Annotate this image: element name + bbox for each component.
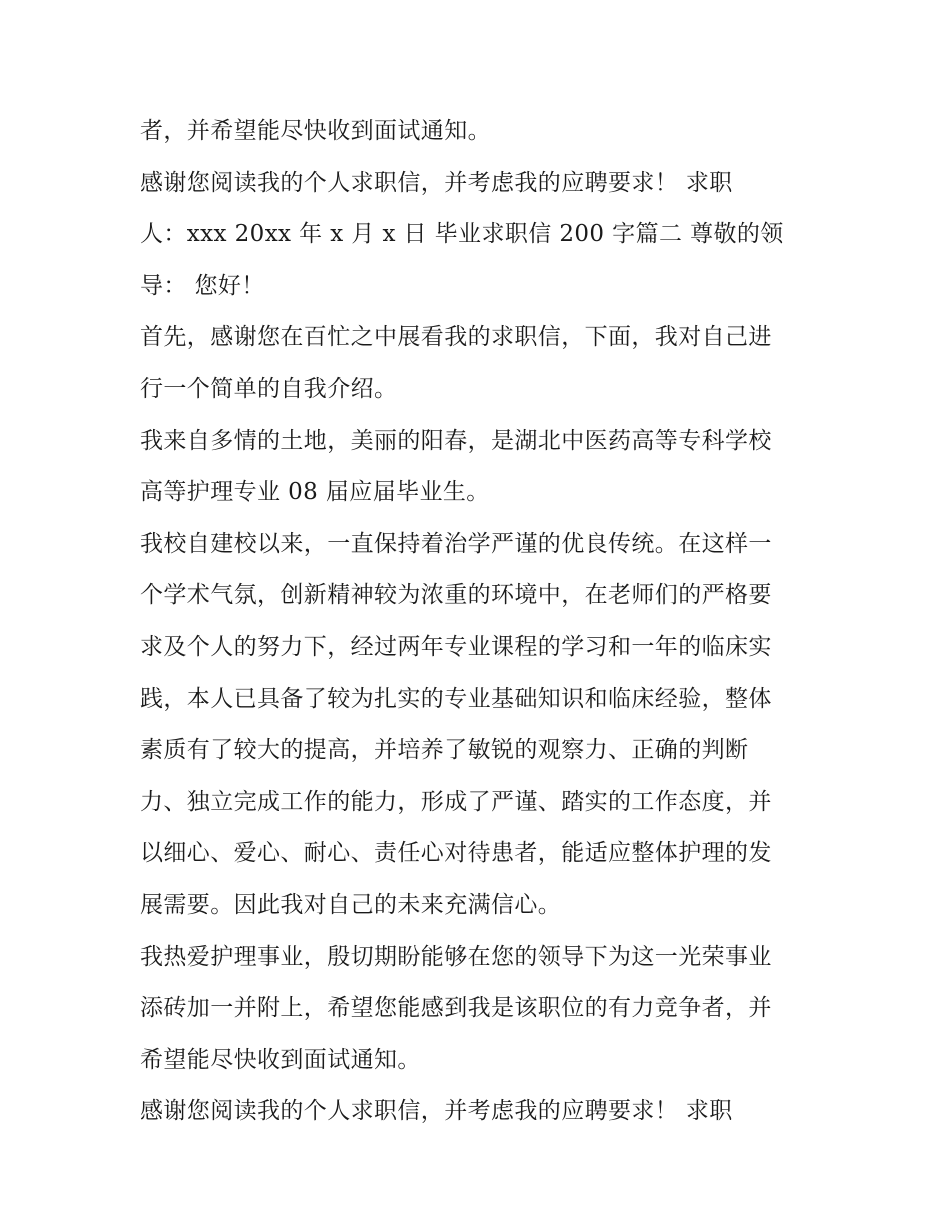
text-line: 素质有了较大的提高，并培养了敏锐的观察力、正确的判断 — [140, 737, 749, 764]
text-line: 人：xxx 20xx 年 x 月 x 日 毕业求职信 200 字篇二 尊敬的领 — [140, 221, 784, 248]
text-line: 践，本人已具备了较为扎实的专业基础知识和临床经验，整体 — [140, 685, 772, 712]
text-line: 我热爱护理事业，殷切期盼能够在您的领导下为这一光荣事业 — [140, 943, 772, 970]
text-line: 高等护理专业 08 届应届毕业生。 — [140, 479, 490, 506]
text-line: 者，并希望能尽快收到面试通知。 — [140, 118, 491, 144]
text-line: 希望能尽快收到面试通知。 — [140, 1046, 421, 1073]
text-line: 展需要。因此我对自己的未来充满信心。 — [140, 891, 562, 918]
text-line: 行一个简单的自我介绍。 — [140, 375, 398, 402]
text-line: 添砖加一并附上，希望您能感到我是该职位的有力竞争者，并 — [140, 995, 772, 1022]
text-line: 以细心、爱心、耐心、责任心对待患者，能适应整体护理的发 — [140, 840, 772, 867]
text-line: 感谢您阅读我的个人求职信，并考虑我的应聘要求！ 求职 — [140, 1098, 733, 1125]
text-line: 力、独立完成工作的能力，形成了严谨、踏实的工作态度，并 — [140, 788, 772, 815]
body-text — [140, 106, 820, 1138]
text-line: 我来自多情的土地，美丽的阳春，是湖北中医药高等专科学校 — [140, 427, 772, 454]
text-line: 感谢您阅读我的个人求职信，并考虑我的应聘要求！ 求职 — [140, 169, 733, 196]
text-line: 我校自建校以来，一直保持着治学严谨的优良传统。在这样一 — [140, 530, 772, 557]
text-line: 导： 您好！ — [140, 272, 265, 299]
text-line: 首先，感谢您在百忙之中展看我的求职信，下面，我对自己进 — [140, 324, 772, 351]
text-line: 个学术气氛，创新精神较为浓重的环境中，在老师们的严格要 — [140, 582, 772, 609]
text-line: 求及个人的努力下，经过两年专业课程的学习和一年的临床实 — [140, 633, 772, 660]
